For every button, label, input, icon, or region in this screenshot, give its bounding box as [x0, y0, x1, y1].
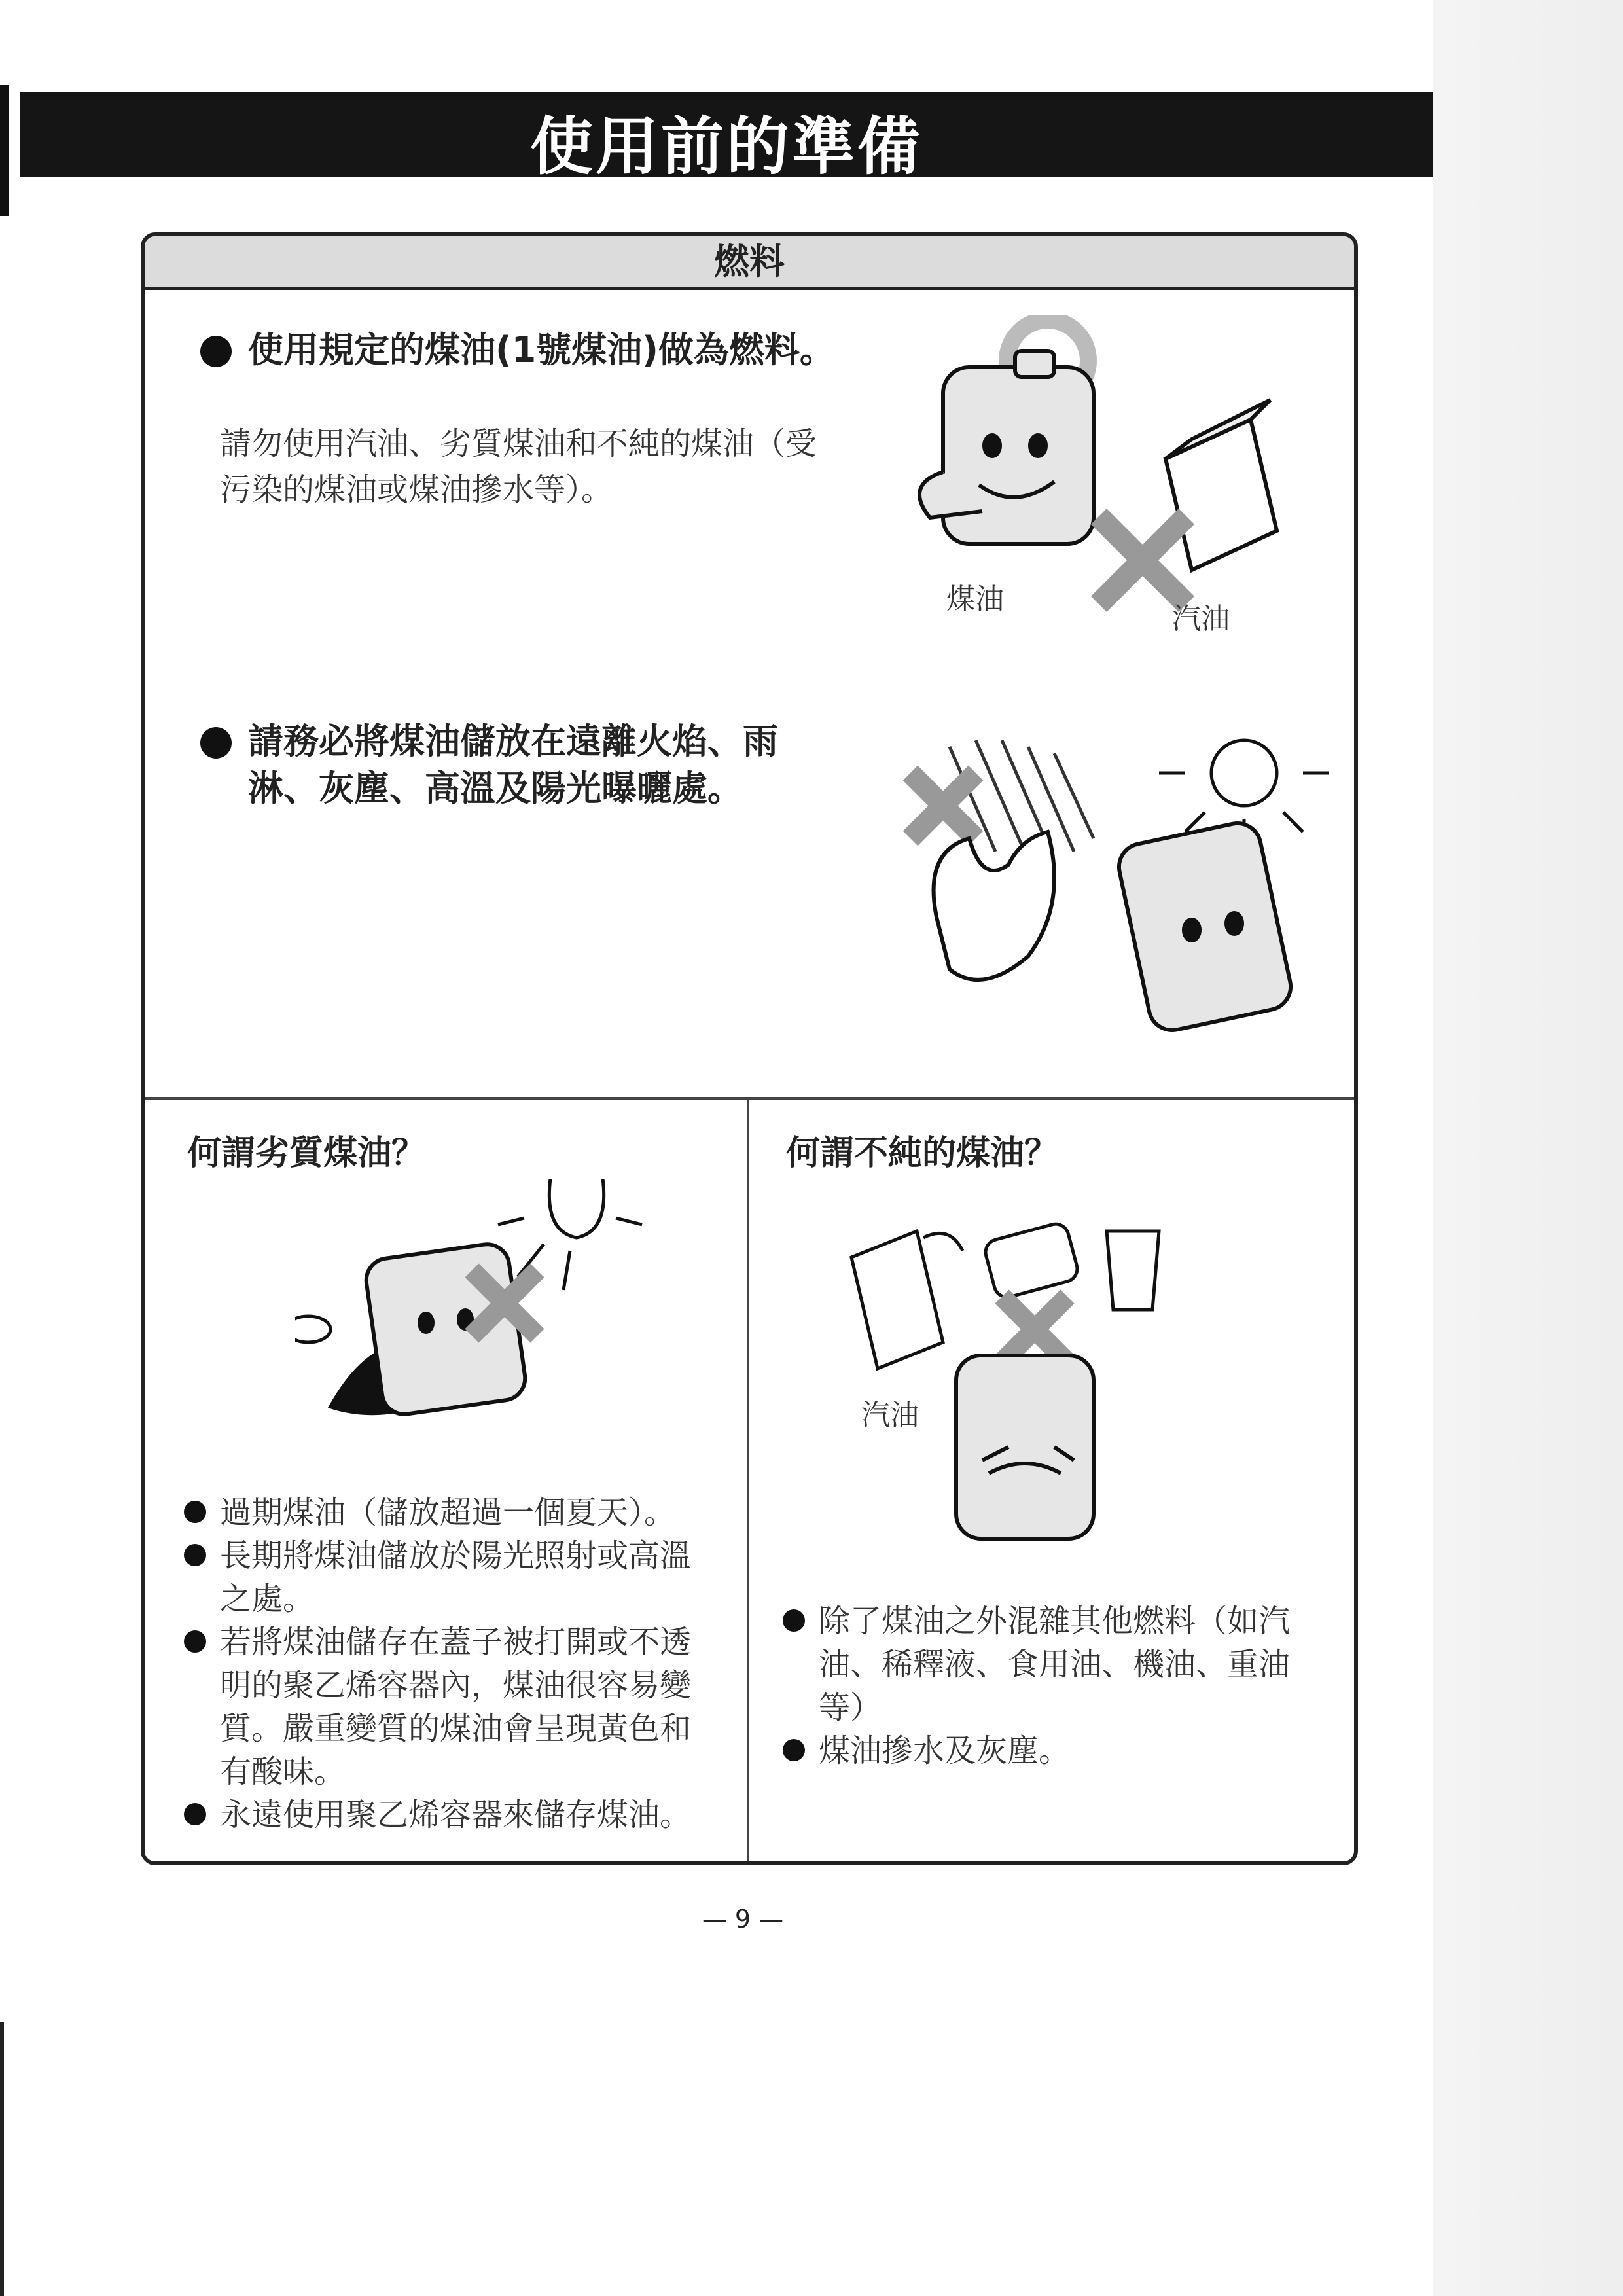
- scan-margin-shade: [1433, 0, 1623, 2296]
- kerosene-label: 煤油: [946, 583, 1004, 616]
- left-item-2-line1: 長期將煤油儲放於陽光照射或高溫: [220, 1537, 692, 1574]
- scan-edge-mark: [0, 85, 9, 216]
- title-bar: [20, 92, 1433, 183]
- sun-icon: [498, 1179, 642, 1290]
- section1-body-line2: 污染的煤油或煤油摻水等）。: [220, 471, 613, 508]
- page-number: — 9 —: [702, 1905, 784, 1933]
- cross-icon: [1107, 524, 1179, 596]
- cap-icon: [295, 1316, 330, 1342]
- right-item-1-line1: 除了煤油之外混雜其他燃料（如汽: [819, 1603, 1291, 1640]
- section2-heading-line2: 淋、灰塵、高溫及陽光曝曬處。: [248, 768, 743, 809]
- gasoline-label: 汽油: [1172, 602, 1230, 636]
- right-item-1-line3: 等）: [819, 1689, 882, 1726]
- section1-body-line1: 請勿使用汽油、劣質煤油和不純的煤油（受: [220, 425, 817, 462]
- bullet-icon: [184, 1803, 206, 1825]
- fuel-panel: [141, 232, 1358, 1865]
- right-item-2-line1: 煤油摻水及灰塵。: [819, 1732, 1071, 1769]
- section1-heading: 使用規定的煤油(1號煤油)做為燃料。: [248, 329, 835, 370]
- bullet-icon: [184, 1501, 206, 1523]
- left-item-3-line3: 質。嚴重變質的煤油會呈現黃色和: [220, 1710, 692, 1747]
- gasoline-can-icon: [1166, 400, 1277, 570]
- bullet-icon: [783, 1739, 805, 1761]
- bullet-icon: [184, 1630, 206, 1653]
- glass-icon: [1107, 1231, 1159, 1310]
- section2-heading-line1: 請務必將煤油儲放在遠離火焰、雨: [248, 721, 778, 762]
- cross-icon: [910, 773, 976, 838]
- left-item-3-line1: 若將煤油儲存在蓋子被打開或不透: [220, 1624, 692, 1660]
- scan-edge-mark-bottom: [0, 2022, 4, 2296]
- right-box-title: 何謂不純的煤油？: [786, 1134, 1059, 1173]
- bullet-icon: [184, 1544, 206, 1566]
- fire-icon: [934, 832, 1054, 980]
- page-title: 使用前的準備: [530, 110, 923, 183]
- left-item-4-line1: 永遠使用聚乙烯容器來儲存煤油。: [220, 1797, 692, 1833]
- left-box-title: 何謂劣質煤油？: [187, 1134, 426, 1173]
- left-item-3-line2: 明的聚乙烯容器內，煤油很容易變: [220, 1667, 692, 1704]
- bullet-icon: [200, 727, 232, 759]
- cross-icon: [1002, 1297, 1067, 1362]
- storage-hazards-illustration: [897, 721, 1355, 1067]
- right-item-1-line2: 油、稀釋液、食用油、機油、重油: [819, 1646, 1291, 1683]
- panel-title: 燃料: [145, 236, 1354, 290]
- left-item-2-line2: 之處。: [220, 1581, 315, 1617]
- column-divider: [747, 1097, 749, 1861]
- kerosene-can-icon: [363, 1242, 527, 1417]
- left-item-1-line1: 過期煤油（儲放超過一個夏天）。: [220, 1494, 676, 1531]
- left-item-3-line4: 有酸味。: [220, 1753, 346, 1790]
- gasoline-label: 汽油: [861, 1399, 919, 1432]
- degraded-kerosene-illustration: [295, 1179, 688, 1454]
- bullet-icon: [200, 336, 232, 367]
- kerosene-can-icon: [956, 1355, 1094, 1539]
- kerosene-can-icon: [919, 351, 1094, 544]
- section-divider: [145, 1097, 1354, 1100]
- oil-can-icon: [983, 1221, 1080, 1300]
- kerosene-can-icon: [1115, 819, 1294, 1034]
- bullet-icon: [783, 1609, 805, 1632]
- gasoline-can-icon: [851, 1231, 963, 1369]
